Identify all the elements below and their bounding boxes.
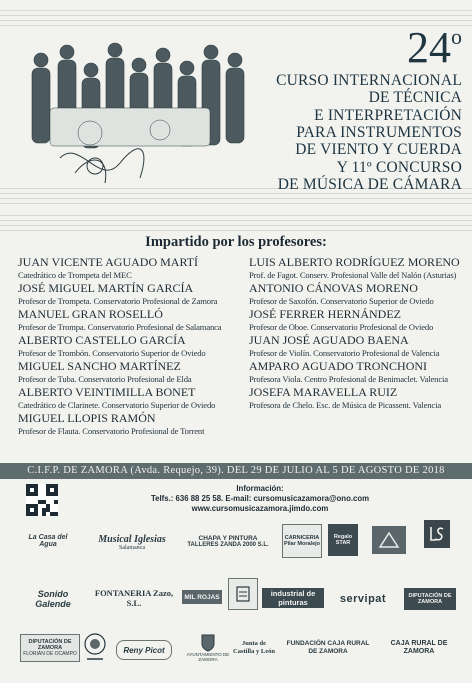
info-heading: Información: bbox=[236, 484, 284, 493]
sponsor-logo-talleres-zanda: CHAPA Y PINTURA TALLERES ZANDA 2000 S.L. bbox=[187, 534, 269, 548]
professor-role: Profesor de Trombón. Conservatorio Superior de Oviedo bbox=[18, 348, 206, 358]
professor-name: LUIS ALBERTO RODRÍGUEZ MORENO bbox=[249, 255, 460, 269]
professor-name: JOSEFA MARAVELLA RUIZ bbox=[249, 385, 398, 399]
professor-name: JUAN JOSÉ AGUADO BAENA bbox=[249, 333, 409, 347]
sponsor-logo-badge bbox=[228, 578, 258, 610]
sponsor-logo-emblem bbox=[372, 526, 406, 554]
professor-role: Profesor de Saxofón. Conservatorio Superior de Oviedo bbox=[249, 296, 434, 306]
sponsor-logo-diputacion-zamora-2: DIPUTACIÓN DE ZAMORA FLORIÁN DE OCAMPO bbox=[20, 634, 80, 662]
professor-name: JUAN VICENTE AGUADO MARTÍ bbox=[18, 255, 199, 269]
sponsor-logo-seal bbox=[82, 630, 108, 664]
venue-date-bar: C.I.F.P. DE ZAMORA (Avda. Requejo, 39). DEL 29 DE JULIO AL 5 DE AGOSTO DE 2018 bbox=[0, 463, 472, 479]
emblem-icon bbox=[378, 531, 400, 549]
title-line: DE TÉCNICA bbox=[368, 89, 462, 107]
sponsor-logo-industrial-pinturas: industrial de pinturas bbox=[262, 588, 324, 608]
sponsor-logo-ayuntamiento: AYUNTAMIENTO DE ZAMORA bbox=[186, 630, 230, 666]
professor-name: MIGUEL SANCHO MARTÍNEZ bbox=[18, 359, 181, 373]
professors-right-column bbox=[249, 255, 471, 411]
sponsor-logo-junta-castilla-leon: Junta de Castilla y León bbox=[233, 640, 275, 655]
sponsor-logo-servipat: servipat bbox=[339, 593, 387, 605]
title-line: DE MÚSICA DE CÁMARA bbox=[277, 176, 462, 194]
professor-role: Profesor de Trompeta. Conservatorio Profesional de Zamora bbox=[18, 296, 218, 306]
professor-name: MANUEL GRAN ROSELLÓ bbox=[18, 307, 163, 321]
sponsor-logo-ls bbox=[424, 520, 450, 548]
professor-role: Catedrático de Clarinete. Conservatorio Superior de Oviedo bbox=[18, 400, 216, 410]
professors-left-column bbox=[18, 255, 240, 437]
sponsor-logo-caja-rural: CAJA RURAL DE ZAMORA bbox=[390, 640, 448, 655]
professor-name: AMPARO AGUADO TRONCHONI bbox=[249, 359, 428, 373]
contact-phone-email[interactable]: Telfs.: 636 88 25 58. E-mail: cursomusicazamora@ono.com bbox=[150, 494, 370, 503]
sponsor-logo-diputacion-zamora: DIPUTACIÓN DE ZAMORA bbox=[404, 588, 456, 610]
professor-name: ANTONIO CÁNOVAS MORENO bbox=[249, 281, 418, 295]
website-link[interactable]: www.cursomusicazamora.jimdo.com bbox=[191, 504, 329, 513]
professor-role: Catedrático de Trompeta del MEC bbox=[18, 270, 132, 280]
coat-of-arms-icon bbox=[201, 634, 215, 652]
contact-info bbox=[140, 484, 380, 514]
edition-number: 24$^o$ bbox=[407, 23, 462, 72]
professor-role: Profesor de Tuba. Conservatorio Profesional de Elda bbox=[18, 374, 192, 384]
ls-monogram-icon bbox=[428, 525, 446, 543]
title-line: CURSO INTERNACIONAL bbox=[276, 72, 462, 89]
professor-name: MIGUEL LLOPIS RAMÓN bbox=[18, 411, 156, 425]
title-line: DE VIENTO Y CUERDA bbox=[295, 141, 462, 159]
professor-role: Profesora Viola. Centro Profesional de Benimaclet. Valencia bbox=[249, 374, 448, 384]
title-line: PARA INSTRUMENTOS bbox=[296, 124, 462, 142]
professor-name: ALBERTO CASTELLO GARCÍA bbox=[18, 333, 186, 347]
seal-icon bbox=[83, 632, 107, 662]
professor-name: ALBERTO VEINTIMILLA BONET bbox=[18, 385, 196, 399]
professor-role: Profesor de Trompa. Conservatorio Profesional de Salamanca bbox=[18, 322, 222, 332]
subtitle: Impartido por los profesores: bbox=[145, 234, 327, 250]
professor-role: Profesora de Chelo. Esc. de Música de Picassent. Valencia bbox=[249, 400, 441, 410]
professor-role: Profesor de Violín. Conservatorio Profesional de Valencia bbox=[249, 348, 440, 358]
sponsor-logo-sonido-galende: Sonido Galende bbox=[35, 589, 71, 609]
course-title bbox=[232, 23, 462, 72]
sponsor-logo-regalo-star: Regalo STAR bbox=[328, 524, 358, 556]
course-title-lines bbox=[162, 72, 462, 194]
sponsor-logo-musical-iglesias: Musical Iglesias Salamanca bbox=[98, 533, 166, 551]
title-line: Y 11º CONCURSO bbox=[336, 158, 462, 176]
professor-role: Prof. de Fagot. Conserv. Profesional Valle del Nalón (Asturias) bbox=[249, 270, 457, 280]
professor-name: JOSÉ MIGUEL MARTÍN GARCÍA bbox=[18, 281, 194, 295]
music-staff bbox=[0, 215, 472, 235]
badge-icon bbox=[234, 584, 252, 604]
sponsor-logo-fundacion-caja-rural: FUNDACIÓN CAJA RURAL DE ZAMORA bbox=[286, 640, 370, 655]
sponsor-logo-reny-picot: Reny Picot bbox=[116, 640, 172, 660]
sponsor-logo-casa-del-agua: La Casa del Agua bbox=[28, 534, 68, 548]
title-line: E INTERPRETACIÓN bbox=[314, 106, 462, 124]
qr-code-icon[interactable] bbox=[26, 484, 58, 516]
sponsor-logo-mil-rojas: MIL ROJAS bbox=[182, 590, 222, 604]
sponsor-logo-zazo: FONTANERIA Zazo, S.L. bbox=[94, 588, 174, 608]
professor-role: Profesor de Flauta. Conservatorio Profesional de Torrent bbox=[18, 426, 205, 436]
professor-name: JOSÉ FERRER HERNÁNDEZ bbox=[249, 307, 402, 321]
professor-role: Profesor de Oboe. Conservatorio Profesional de Oviedo bbox=[249, 322, 434, 332]
sponsor-logo-carniceria: CARNICERIA Pilar Moralejo bbox=[282, 524, 322, 558]
